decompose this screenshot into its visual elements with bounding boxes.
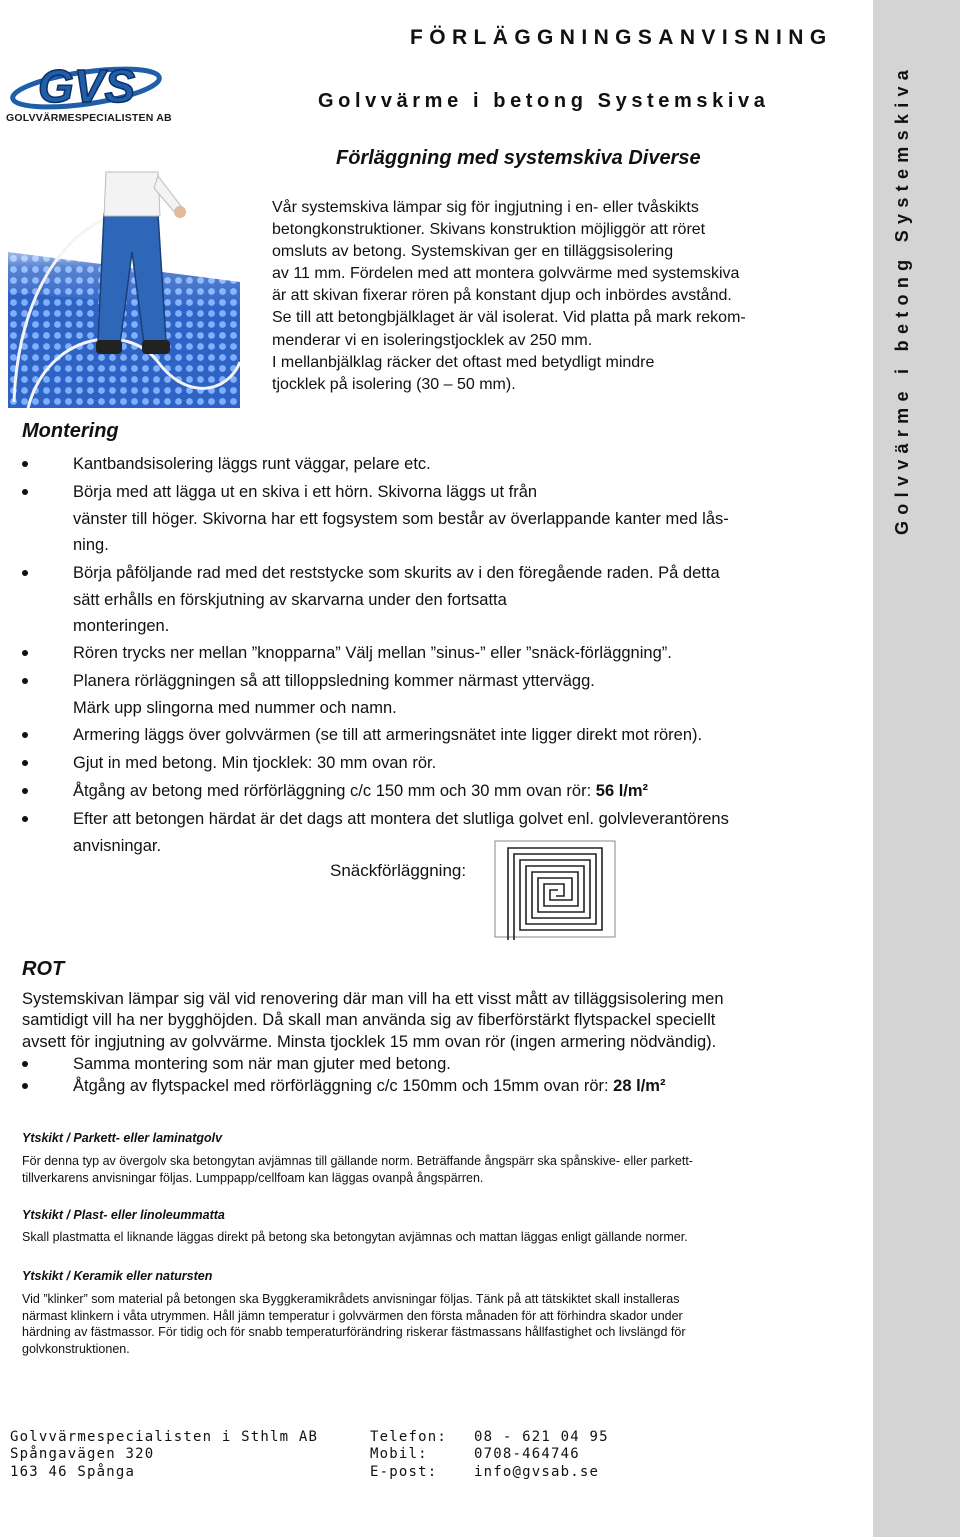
section-title: Förläggning med systemskiva Diverse bbox=[336, 147, 701, 169]
list-item-text: Märk upp slingorna med nummer och namn. bbox=[73, 699, 397, 717]
installation-photo bbox=[8, 132, 240, 408]
intro-line: menderar vi en isoleringstjocklek av 250 mm. bbox=[272, 331, 593, 349]
rot-heading: ROT bbox=[22, 958, 65, 980]
bullet-icon bbox=[22, 1061, 28, 1067]
snack-diagram bbox=[494, 840, 616, 944]
phone-label: Telefon: bbox=[370, 1429, 448, 1445]
bullet-icon bbox=[22, 678, 28, 684]
ytskikt-line: tillverkarens anvisningar följas. Lumppapp/cellfoam kan läggas ovanpå ångspärren. bbox=[22, 1170, 484, 1185]
list-item-text: Gjut in med betong. Min tjocklek: 30 mm ovan rör. bbox=[73, 754, 437, 772]
spiral-pattern-icon bbox=[494, 840, 616, 944]
rot-line: Systemskivan lämpar sig väl vid renovering där man vill ha ett visst mått av tilläggsisolering men bbox=[22, 990, 724, 1008]
list-item-text: Rören trycks ner mellan ”knopparna” Välj mellan ”sinus-” eller ”snäck-förläggning”. bbox=[73, 644, 672, 662]
footer-contact-labels bbox=[370, 1429, 447, 1481]
footer-street: Spångavägen 320 bbox=[10, 1446, 155, 1463]
bullet-icon bbox=[22, 461, 28, 467]
ytskikt-body bbox=[22, 1153, 852, 1186]
list-item-text: Samma montering som när man gjuter med betong. bbox=[73, 1055, 451, 1073]
bullet-icon bbox=[22, 570, 28, 576]
intro-line: Vår systemskiva lämpar sig för ingjutning i en- eller tvåskikts bbox=[272, 199, 699, 216]
list-item-text: ning. bbox=[73, 536, 109, 554]
bullet-icon bbox=[22, 760, 28, 766]
sidebar-band bbox=[873, 0, 960, 1537]
logo-company-name: GOLVVÄRMESPECIALISTEN AB bbox=[6, 112, 172, 124]
spackel-usage-value: 28 l/m² bbox=[613, 1077, 666, 1095]
email-link[interactable]: info@gvsab.se bbox=[474, 1463, 600, 1480]
snack-label: Snäckförläggning: bbox=[330, 861, 467, 880]
intro-line: betongkonstruktioner. Skivans konstruktion möjliggör att röret bbox=[272, 221, 706, 239]
list-item-text: vänster till höger. Skivorna har ett fogsystem som består av överlappande kanter med lås- bbox=[73, 510, 729, 528]
footer-city: 163 46 Spånga bbox=[10, 1463, 136, 1480]
ytskikt-line: härdning av fästmassor. För tidig och för snabb temperaturförändring riskerar fästmassans hållfastighet och livslängd för bbox=[22, 1325, 686, 1340]
list-item-text: Planera rörläggningen så att tilloppsledning kommer närmast yttervägg. bbox=[73, 672, 595, 690]
ytskikt-heading: Ytskikt / Keramik eller natursten bbox=[22, 1269, 213, 1283]
ytskikt-body bbox=[22, 1291, 852, 1357]
document-subtitle: Golvvärme i betong Systemskiva bbox=[318, 90, 770, 112]
ytskikt-line: För denna typ av övergolv ska betongytan avjämnas till gällande norm. Beträffande ångspärr ska spånskive- eller parkett- bbox=[22, 1154, 693, 1168]
bullet-icon bbox=[22, 732, 28, 738]
bullet-icon bbox=[22, 489, 28, 495]
bullet-icon bbox=[22, 788, 28, 794]
ytskikt-heading: Ytskikt / Plast- eller linoleummatta bbox=[22, 1208, 225, 1222]
intro-line: tjocklek på isolering (30 – 50 mm). bbox=[272, 375, 516, 393]
ytskikt-line: närmast klinkern i våta utrymmen. Håll jämn temperatur i golvvärmen den första månaden för att förhindra skador under bbox=[22, 1308, 683, 1323]
ytskikt-line: Vid ”klinker” som material på betongen ska Byggkeramikrådets anvisningar följas. Tänk på att tätskiktet skall installeras bbox=[22, 1292, 680, 1306]
list-item-text: anvisningar. bbox=[73, 837, 162, 855]
rot-line: avsett för ingjutning av golvvärme. Minsta tjocklek 15 mm ovan rör (ingen armering nödvändig). bbox=[22, 1032, 717, 1051]
list-item-text: Kantbandsisolering läggs runt väggar, pelare etc. bbox=[73, 455, 431, 473]
sidebar-vertical-title: Golvvärme i betong Systemskiva bbox=[892, 63, 912, 535]
intro-line: Se till att betongbjälklaget är väl isolerat. Vid platta på mark rekom- bbox=[272, 309, 746, 327]
ytskikt-line: Skall plastmatta el liknande läggas direkt på betong ska betongytan avjämnas och mattan läggas enligt gällande normer. bbox=[22, 1230, 688, 1244]
intro-line: I mellanbjälklag räcker det oftast med betydligt mindre bbox=[272, 353, 655, 371]
mobile-label: Mobil: bbox=[370, 1446, 428, 1463]
list-item-text: Börja med att lägga ut en skiva i ett hörn. Skivorna läggs ut från bbox=[73, 483, 538, 501]
ytskikt-line: golvkonstruktionen. bbox=[22, 1341, 130, 1356]
ytskikt-body bbox=[22, 1229, 852, 1246]
list-item-text bbox=[73, 1076, 665, 1096]
ytskikt-heading: Ytskikt / Parkett- eller laminatgolv bbox=[22, 1131, 223, 1145]
list-item-text: sätt erhålls en förskjutning av skarvarna under den fortsatta bbox=[73, 591, 507, 609]
phone-value: 08 - 621 04 95 bbox=[474, 1429, 609, 1445]
company-logo bbox=[4, 56, 184, 128]
intro-paragraph bbox=[272, 197, 862, 396]
worker-on-mat-illustration bbox=[8, 132, 240, 408]
list-item-text: Efter att betongen härdat är det dags att montera det slutliga golvet enl. golvleverantörens bbox=[73, 810, 729, 828]
list-item-text: monteringen. bbox=[73, 617, 170, 635]
list-item-text bbox=[73, 781, 648, 801]
footer-address bbox=[10, 1429, 318, 1481]
mobile-value: 0708-464746 bbox=[474, 1446, 580, 1463]
concrete-usage-value: 56 l/m² bbox=[595, 782, 649, 800]
list-item-text: Börja påföljande rad med det reststycke som skurits av i den föregående raden. På detta bbox=[73, 564, 720, 582]
bullet-icon bbox=[22, 1083, 28, 1089]
footer-company: Golvvärmespecialisten i Sthlm AB bbox=[10, 1429, 319, 1445]
list-item-text: Armering läggs över golvvärmen (se till att armeringsnätet inte ligger direkt mot rören). bbox=[73, 726, 703, 744]
montering-heading: Montering bbox=[22, 420, 119, 442]
svg-text:GVS: GVS bbox=[38, 60, 136, 112]
intro-line: av 11 mm. Fördelen med att montera golvvärme med systemskiva bbox=[272, 265, 740, 283]
rot-paragraph bbox=[22, 989, 862, 1053]
intro-line: omsluts av betong. Systemskivan ger en tilläggsisolering bbox=[272, 243, 674, 261]
list-item-text-part: Åtgång av betong med rörförläggning c/c 150 mm och 30 mm ovan rör: bbox=[73, 782, 596, 800]
document-title: FÖRLÄGGNINGSANVISNING bbox=[410, 26, 833, 49]
rot-line: samtidigt vill ha ner bygghöjden. Då skall man använda sig av fiberförstärkt flytspackel speciellt bbox=[22, 1011, 716, 1030]
footer-contact-values bbox=[474, 1429, 609, 1481]
bullet-icon bbox=[22, 816, 28, 822]
intro-line: är att skivan fixerar rören på konstant djup och inbördes avstånd. bbox=[272, 287, 732, 305]
list-item-text-part: Åtgång av flytspackel med rörförläggning c/c 150mm och 15mm ovan rör: bbox=[73, 1077, 614, 1095]
bullet-icon bbox=[22, 650, 28, 656]
email-label: E-post: bbox=[370, 1463, 438, 1480]
